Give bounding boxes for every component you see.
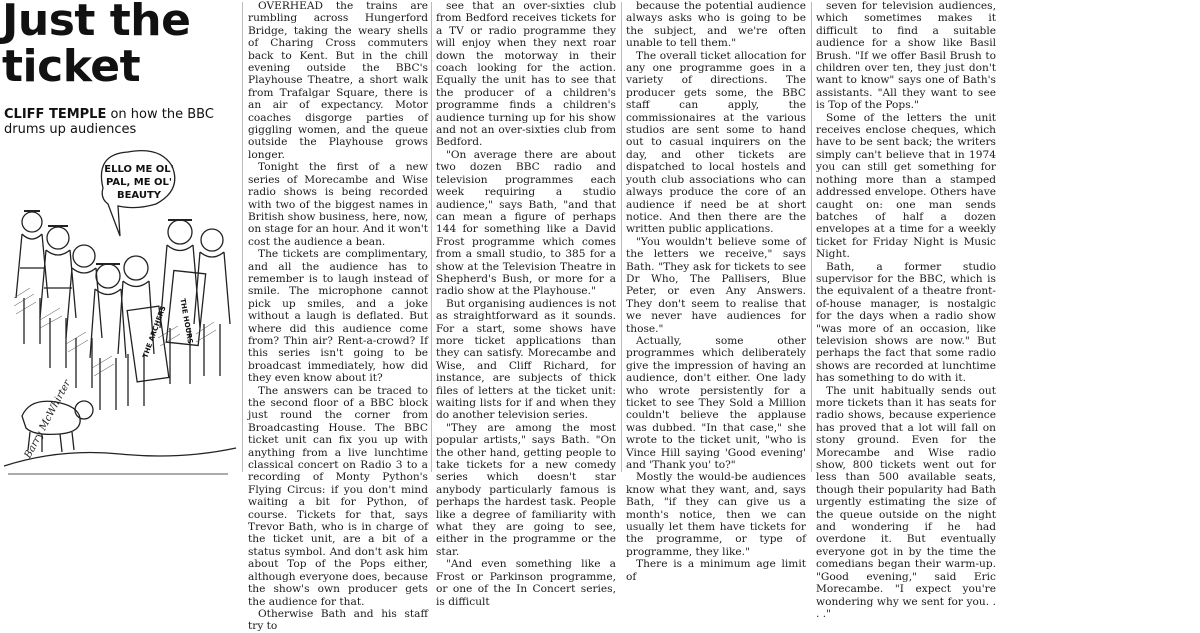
article-paragraph: There is a minimum age limit of xyxy=(626,558,806,583)
cartoon-signature: Barry McWhirter xyxy=(22,378,74,461)
sign-archers-text: THE ARCHERS xyxy=(141,304,168,360)
article-paragraph: Some of the letters the unit receives enclose cheques, which have to be sent back; the writers simply can't believe that in 1974 you can still get something for nothing more than a stamped addressed envelope. Others have caught on: one man sends batches of half a dozen envelopes at a time for a weekly ticket for Friday Night is Music Night. xyxy=(816,111,996,261)
byline-text: on how the BBC drums up audiences xyxy=(4,107,214,137)
bubble-line-3: BEAUTY xyxy=(116,190,162,201)
article-paragraph: "On average there are about two dozen BBC radio and television programmes each week requiring a studio audience," says Bath, "and that can mean a figure of perhaps 144 for something like a David Frost programme which comes from a small studio, to 385 for a show at the Television Theatre in Shepherd's Bush, or more for a radio show at the Playhouse." xyxy=(436,148,616,298)
headline: Just the ticket xyxy=(2,0,191,92)
column-rule xyxy=(621,2,622,472)
article-paragraph: The tickets are complimentary, and all the audience has to remember is to laugh instead of smile. The microphone cannot pick up smiles, and a joke without a laugh is deflated. But where did this audience come from? Thin air? Rent-a-crowd? If this series isn't going to be broadcast immediately, how did they even know about it? xyxy=(248,248,428,385)
article-paragraph: Tonight the first of a new series of Morecambe and Wise radio shows is being recorded with two of the biggest names in British show business, here, now, on stage for an hour. And it won't cost the audience a bean. xyxy=(248,161,428,248)
text-column-3 xyxy=(626,0,806,583)
article-paragraph: Otherwise Bath and his staff try to xyxy=(248,607,428,633)
article-paragraph: because the potential audience always asks who is going to be the subject, and we're often unable to tell them." xyxy=(626,0,806,50)
article-paragraph: "They are among the most popular artists," says Bath. "On the other hand, getting people to take tickets for a new comedy series which doesn't star anybody particularly famous is perhaps the hardest task. People like a degree of familiarity with what they are going to see, either in the programme or the star. xyxy=(436,421,616,558)
bubble-line-2: PAL, ME OL' xyxy=(105,177,173,188)
queue-figures xyxy=(16,211,230,410)
byline xyxy=(4,107,234,137)
article-paragraph: Actually, some other programmes which deliberately give the impression of having an audience, don't either. One lady who wrote persistently for a ticket to see They Sold a Million couldn't believe the applause was dubbed. "In that case," she wrote to the ticket unit, "who is Vince Hill saying 'Good evening' and 'Thank you' to?" xyxy=(626,334,806,472)
article-paragraph: Mostly the would-be audiences know what they want, and, says Bath, "if they can give us a month's notice, then we can usually let them have tickets for the programme, or type of programme, they like." xyxy=(626,471,806,558)
article-paragraph: seven for television audiences, which sometimes makes it difficult to find a suitable audience for a show like Basil Brush. "If we offer Basil Brush to children over ten, they just don't want to know" says one of Bath's assistants. "All they want to see is Top of the Pops." xyxy=(816,0,996,112)
text-column-2 xyxy=(436,0,616,608)
byline-author: CLIFF TEMPLE xyxy=(4,107,107,122)
column-rule xyxy=(242,2,243,472)
article-paragraph: The answers can be traced to the second floor of a BBC block just round the corner from Broadcasting House. The BBC ticket unit can fix you up with anything from a live lunchtime classical concert on Radio 3 to a recording of Monty Python's Flying Circus: if you don't mind waiting a bit for Python, of course. Tickets for that, says Trevor Bath, who is in charge of the ticket unit, are a bit of a status symbol. And don't ask him about Top of the Pops either, although everyone does, because the show's own producer gets the audience for that. xyxy=(248,384,428,608)
article-paragraph: OVERHEAD the trains are rumbling across Hungerford Bridge, taking the weary shells of Charing Cross commuters back to Kent. But in the chill evening outside the BBC's Playhouse Theatre, a short walk from Trafalgar Square, there is an air of expectancy. Motor coaches disgorge parties of giggling women, and the queue outside the Playhouse grows longer. xyxy=(248,0,428,161)
text-column-1 xyxy=(248,0,428,633)
article-paragraph: Bath, a former studio supervisor for the BBC, which is the equivalent of a theatre front-of-house manager, is nostalgic for the days when a radio show "was more of an occasion, like television shows are now." But perhaps the fact that some radio shows are recorded at lunchtime has something to do with it. xyxy=(816,260,996,385)
bubble-line-1: ELLO ME OL' xyxy=(104,164,174,175)
article-paragraph: The overall ticket allocation for any one programme goes in a variety of directions. The producer gets some, the BBC staff can apply, the commissionaires at the various studios are sent some to hand out to casual inquirers on the day, and other tickets are dispatched to local hostels and youth club associations who can always produce the core of an audience if need be at short notice. And then there are the written public applications. xyxy=(626,49,806,236)
article-paragraph: "You wouldn't believe some of the letters we receive," says Bath. "They ask for tickets to see Dr Who, The Pallisers, Blue Peter, or even Any Answers. They don't seem to realise that we never have audiences for those." xyxy=(626,235,806,335)
article-paragraph: But organising audiences is not as straightforward as it sounds. For a start, some shows have more ticket applications than they can satisfy. Morecambe and Wise, and Cliff Richard, for instance, are subjects of thick files of letters at the ticket unit: waiting lists for if and when they do another television series. xyxy=(436,297,616,422)
headline-column xyxy=(0,0,238,476)
column-rule xyxy=(431,2,432,472)
article-paragraph: see that an over-sixties club from Bedford receives tickets for a TV or radio programme they will enjoy when they next roar down the motorway in their coach looking for the action. Equally the unit has to see that the producer of a children's programme finds a children's audience turning up for his show and not an over-sixties club from Bedford. xyxy=(436,0,616,149)
column-rule xyxy=(811,2,812,472)
sign-hours-text: THE HOURS xyxy=(178,297,195,345)
article-paragraph: "And even something like a Frost or Parkinson programme, or one of the In Concert series, is difficult xyxy=(436,558,616,608)
article-paragraph: The unit habitually sends out more tickets than it has seats for radio shows, because experience has proved that a lot will fall on stony ground. Even for the Morecambe and Wise radio show, 800 tickets went out for less than 500 available seats, though their popularity had Bath urgently estimating the size of the queue outside on the night and wondering if he had overdone it. But eventually everyone got in by the time the comedians began their warm-up. "Good evening," said Eric Morecambe. "I expect you're wondering why we sent for you. . . ." xyxy=(816,384,996,620)
text-column-4 xyxy=(816,0,996,620)
cartoon-illustration xyxy=(0,148,238,476)
